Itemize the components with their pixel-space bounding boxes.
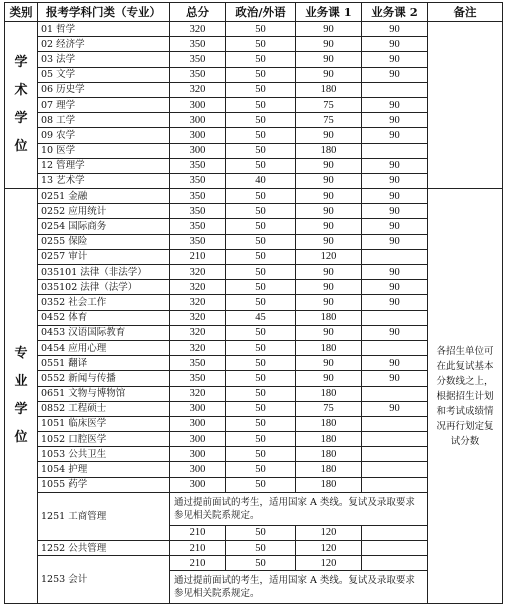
- course2-cell: [362, 525, 428, 540]
- course1-cell: 180: [296, 447, 362, 462]
- subject-cell: 1253 会计: [38, 556, 170, 604]
- course2-cell: 90: [362, 356, 428, 371]
- course1-cell: 90: [296, 173, 362, 188]
- subject-cell: 0352 社会工作: [38, 295, 170, 310]
- course2-cell: 90: [362, 173, 428, 188]
- total-cell: 210: [170, 556, 226, 571]
- course2-cell: [362, 432, 428, 447]
- course2-cell: [362, 416, 428, 431]
- header-row: [5, 3, 503, 22]
- course1-cell: 90: [296, 128, 362, 143]
- total-cell: 350: [170, 219, 226, 234]
- pol-cell: 50: [226, 541, 296, 556]
- c1-cell: 120: [296, 525, 362, 540]
- total-cell: 320: [170, 386, 226, 401]
- course1-cell: 90: [296, 280, 362, 295]
- politics-cell: 50: [226, 462, 296, 477]
- subject-cell: 03 法学: [38, 52, 170, 67]
- politics-cell: 40: [226, 173, 296, 188]
- score-table: [4, 2, 503, 604]
- course1-cell: 90: [296, 295, 362, 310]
- subject-cell: 0254 国际商务: [38, 219, 170, 234]
- category-academic: [5, 22, 38, 189]
- category-academic-char: 位: [14, 139, 28, 155]
- course2-cell: 90: [362, 280, 428, 295]
- total-cell: 350: [170, 37, 226, 52]
- politics-cell: 50: [226, 143, 296, 158]
- c1-cell: 120: [296, 541, 362, 556]
- course2-cell: 90: [362, 158, 428, 173]
- course2-cell: 90: [362, 97, 428, 112]
- course2-cell: [362, 310, 428, 325]
- course1-cell: 180: [296, 416, 362, 431]
- politics-cell: 50: [226, 416, 296, 431]
- course2-cell: 90: [362, 113, 428, 128]
- total-cell: 300: [170, 416, 226, 431]
- subject-cell: 02 经济学: [38, 37, 170, 52]
- subject-cell: 12 管理学: [38, 158, 170, 173]
- subject-cell: 035101 法律（非法学）: [38, 265, 170, 280]
- total-cell: 320: [170, 22, 226, 37]
- course1-cell: 90: [296, 325, 362, 340]
- header-remark: 备注: [428, 3, 503, 22]
- course2-cell: [362, 477, 428, 492]
- politics-cell: 50: [226, 22, 296, 37]
- subject-cell: 09 农学: [38, 128, 170, 143]
- course1-cell: 180: [296, 143, 362, 158]
- subject-cell: 0651 文物与博物馆: [38, 386, 170, 401]
- politics-cell: 50: [226, 204, 296, 219]
- subject-cell: 10 医学: [38, 143, 170, 158]
- category-academic-char: 学: [14, 111, 28, 127]
- politics-cell: 50: [226, 432, 296, 447]
- total-cell: 350: [170, 204, 226, 219]
- course1-cell: 180: [296, 310, 362, 325]
- header-politics-language: 政治/外语: [226, 3, 296, 22]
- total-cell: 300: [170, 477, 226, 492]
- course1-cell: 90: [296, 52, 362, 67]
- politics-cell: 50: [226, 356, 296, 371]
- course2-cell: [362, 82, 428, 97]
- total-cell: 210: [170, 525, 226, 540]
- subject-cell: 0454 应用心理: [38, 340, 170, 355]
- politics-cell: 50: [226, 280, 296, 295]
- total-cell: 350: [170, 52, 226, 67]
- politics-cell: 50: [226, 447, 296, 462]
- course1-cell: 90: [296, 219, 362, 234]
- pol-cell: 50: [226, 525, 296, 540]
- category-academic-char: 术: [14, 83, 28, 99]
- subject-cell: 1055 药学: [38, 477, 170, 492]
- total-cell: 210: [170, 541, 226, 556]
- course1-cell: 90: [296, 265, 362, 280]
- course2-cell: 90: [362, 371, 428, 386]
- total-cell: 350: [170, 371, 226, 386]
- subject-cell: 0255 保险: [38, 234, 170, 249]
- subject-cell: 07 理学: [38, 97, 170, 112]
- course2-cell: 90: [362, 22, 428, 37]
- politics-cell: 50: [226, 249, 296, 264]
- course2-cell: 90: [362, 204, 428, 219]
- subject-cell: 1053 公共卫生: [38, 447, 170, 462]
- header-course-2: 业务课 2: [362, 3, 428, 22]
- course1-cell: 75: [296, 113, 362, 128]
- course2-cell: 90: [362, 128, 428, 143]
- remark-cell: 各招生单位可在此复试基本分数线之上，根据招生计划和考试成绩情况再行划定复试分数: [428, 189, 503, 604]
- total-cell: 210: [170, 249, 226, 264]
- course1-cell: 90: [296, 37, 362, 52]
- total-cell: 350: [170, 173, 226, 188]
- course1-cell: 120: [296, 249, 362, 264]
- course2-cell: 90: [362, 219, 428, 234]
- header-subject: 报考学科门类（专业）: [38, 3, 170, 22]
- politics-cell: 50: [226, 37, 296, 52]
- course2-cell: 90: [362, 401, 428, 416]
- total-cell: 350: [170, 189, 226, 204]
- total-cell: 300: [170, 401, 226, 416]
- pol-cell: 50: [226, 556, 296, 571]
- politics-cell: 50: [226, 386, 296, 401]
- subject-cell: 05 文学: [38, 67, 170, 82]
- subject-cell: 1252 公共管理: [38, 541, 170, 556]
- category-professional-char: 位: [14, 430, 28, 446]
- course2-cell: [362, 462, 428, 477]
- course1-cell: 90: [296, 67, 362, 82]
- politics-cell: 50: [226, 325, 296, 340]
- total-cell: 300: [170, 113, 226, 128]
- politics-cell: 50: [226, 52, 296, 67]
- subject-cell: 0852 工程硕士: [38, 401, 170, 416]
- header-category: 类别: [5, 3, 38, 22]
- politics-cell: 50: [226, 371, 296, 386]
- politics-cell: 50: [226, 401, 296, 416]
- politics-cell: 50: [226, 158, 296, 173]
- politics-cell: 50: [226, 265, 296, 280]
- subject-cell: 1054 护理: [38, 462, 170, 477]
- category-professional-char: 专: [14, 346, 28, 362]
- total-cell: 320: [170, 265, 226, 280]
- politics-cell: 50: [226, 97, 296, 112]
- course2-cell: 90: [362, 37, 428, 52]
- total-cell: 300: [170, 447, 226, 462]
- subject-cell: 08 工学: [38, 113, 170, 128]
- total-cell: 300: [170, 143, 226, 158]
- politics-cell: 50: [226, 234, 296, 249]
- politics-cell: 50: [226, 340, 296, 355]
- total-cell: 320: [170, 295, 226, 310]
- subject-cell: 0551 翻译: [38, 356, 170, 371]
- politics-cell: 50: [226, 189, 296, 204]
- subject-cell: 0251 金融: [38, 189, 170, 204]
- course2-cell: 90: [362, 52, 428, 67]
- course2-cell: 90: [362, 265, 428, 280]
- subject-cell: 01 哲学: [38, 22, 170, 37]
- course1-cell: 90: [296, 158, 362, 173]
- politics-cell: 50: [226, 67, 296, 82]
- subject-cell: 06 历史学: [38, 82, 170, 97]
- category-academic-char: 学: [14, 55, 28, 71]
- total-cell: 350: [170, 356, 226, 371]
- course1-cell: 90: [296, 204, 362, 219]
- course1-cell: 180: [296, 82, 362, 97]
- table-row: [5, 22, 503, 37]
- total-cell: 350: [170, 158, 226, 173]
- category-professional: [5, 189, 38, 604]
- course1-cell: 90: [296, 234, 362, 249]
- category-professional-char: 业: [14, 374, 28, 390]
- course2-cell: [362, 541, 428, 556]
- subject-cell: 0552 新闻与传播: [38, 371, 170, 386]
- course2-cell: 90: [362, 189, 428, 204]
- course1-cell: 180: [296, 477, 362, 492]
- subject-cell: 0452 体育: [38, 310, 170, 325]
- course1-cell: 75: [296, 401, 362, 416]
- politics-cell: 50: [226, 295, 296, 310]
- total-cell: 320: [170, 310, 226, 325]
- politics-cell: 50: [226, 82, 296, 97]
- course1-cell: 90: [296, 356, 362, 371]
- politics-cell: 50: [226, 113, 296, 128]
- course2-cell: 90: [362, 234, 428, 249]
- total-cell: 300: [170, 462, 226, 477]
- politics-cell: 50: [226, 477, 296, 492]
- politics-cell: 45: [226, 310, 296, 325]
- subject-cell: 0453 汉语国际教育: [38, 325, 170, 340]
- subject-cell: 13 艺术学: [38, 173, 170, 188]
- subject-cell: 0252 应用统计: [38, 204, 170, 219]
- course1-cell: 75: [296, 97, 362, 112]
- subject-cell: 035102 法律（法学）: [38, 280, 170, 295]
- total-cell: 320: [170, 82, 226, 97]
- category-professional-char: 学: [14, 402, 28, 418]
- subject-cell: 1052 口腔医学: [38, 432, 170, 447]
- course2-cell: [362, 386, 428, 401]
- course2-cell: [362, 447, 428, 462]
- header-total: 总分: [170, 3, 226, 22]
- course2-cell: 90: [362, 325, 428, 340]
- total-cell: 320: [170, 325, 226, 340]
- course1-cell: 180: [296, 340, 362, 355]
- total-cell: 300: [170, 128, 226, 143]
- course2-cell: 90: [362, 295, 428, 310]
- header-course-1: 业务课 1: [296, 3, 362, 22]
- c1-cell: 120: [296, 556, 362, 571]
- course2-cell: [362, 556, 428, 571]
- course1-cell: 180: [296, 432, 362, 447]
- total-cell: 300: [170, 432, 226, 447]
- course2-cell: [362, 143, 428, 158]
- course1-cell: 90: [296, 189, 362, 204]
- subject-cell: 1251 工商管理: [38, 492, 170, 540]
- remark-empty: [428, 22, 503, 189]
- note-cell: 通过提前面试的考生，适用国家 A 类线。复试及录取要求参见相关院系规定。: [170, 571, 428, 604]
- course1-cell: 180: [296, 386, 362, 401]
- course2-cell: 90: [362, 67, 428, 82]
- course1-cell: 90: [296, 371, 362, 386]
- total-cell: 350: [170, 67, 226, 82]
- politics-cell: 50: [226, 219, 296, 234]
- note-cell: 通过提前面试的考生，适用国家 A 类线。复试及录取要求参见相关院系规定。: [170, 492, 428, 525]
- course2-cell: [362, 249, 428, 264]
- total-cell: 320: [170, 340, 226, 355]
- politics-cell: 50: [226, 128, 296, 143]
- course2-cell: [362, 340, 428, 355]
- total-cell: 350: [170, 234, 226, 249]
- subject-cell: 1051 临床医学: [38, 416, 170, 431]
- total-cell: 300: [170, 97, 226, 112]
- total-cell: 320: [170, 280, 226, 295]
- subject-cell: 0257 审计: [38, 249, 170, 264]
- table-row: [5, 189, 503, 204]
- course1-cell: 90: [296, 22, 362, 37]
- course1-cell: 180: [296, 462, 362, 477]
